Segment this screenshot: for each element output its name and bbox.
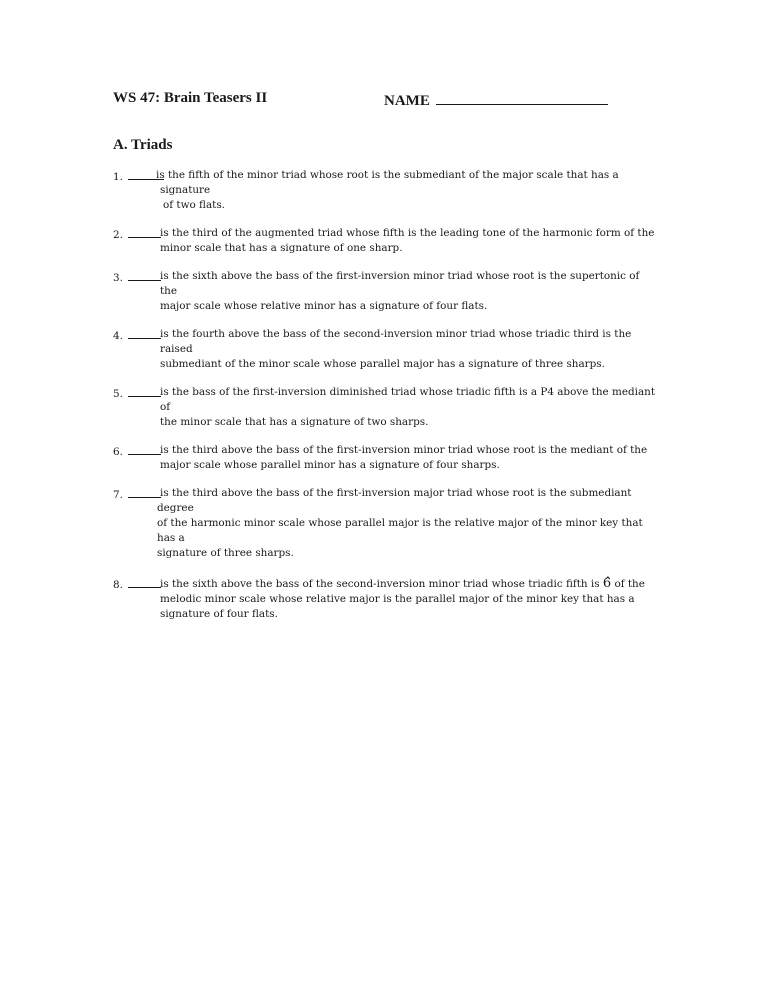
question-text: is the third above the bass of the first-inversion minor triad whose root is the mediant of the bbox=[160, 444, 648, 456]
question-text: of the bbox=[611, 578, 645, 590]
question-7 bbox=[113, 486, 658, 561]
question-list bbox=[113, 168, 658, 635]
question-3 bbox=[113, 269, 658, 314]
question-text-cont: the minor scale that has a signature of two sharps. bbox=[160, 416, 429, 428]
question-number: 4. bbox=[113, 330, 123, 342]
name-blank-line bbox=[436, 90, 608, 105]
answer-blank bbox=[128, 486, 161, 498]
question-text: is the sixth above the bass of the first-inversion minor triad whose root is the supertonic of the bbox=[160, 270, 640, 297]
question-text: is the third above the bass of the first-inversion major triad whose root is the submediant degree bbox=[157, 487, 632, 514]
question-8 bbox=[113, 576, 658, 622]
question-number: 8. bbox=[113, 579, 123, 591]
answer-blank bbox=[128, 168, 164, 180]
question-text: is the sixth above the bass of the second-inversion minor triad whose triadic fifth is bbox=[160, 578, 600, 590]
answer-blank bbox=[128, 269, 161, 281]
question-text: is the fourth above the bass of the second-inversion minor triad whose triadic third is the raised bbox=[160, 328, 632, 355]
question-text-cont: submediant of the minor scale whose parallel major has a signature of three sharps. bbox=[160, 358, 605, 370]
question-number: 1. bbox=[113, 171, 123, 183]
name-field bbox=[384, 90, 608, 110]
question-text-cont: signature of three sharps. bbox=[157, 547, 294, 559]
question-1 bbox=[113, 168, 658, 213]
question-text-cont: major scale whose relative minor has a signature of four flats. bbox=[160, 300, 488, 312]
answer-blank bbox=[128, 226, 161, 238]
question-2 bbox=[113, 226, 658, 256]
question-5 bbox=[113, 385, 658, 430]
question-number: 3. bbox=[113, 272, 123, 284]
question-text: is the fifth of the minor triad whose root is the submediant of the major scale that has a signature bbox=[156, 169, 619, 196]
answer-blank bbox=[128, 443, 161, 455]
question-text-cont: of two flats. bbox=[163, 199, 225, 211]
question-text-cont: melodic minor scale whose relative major is the parallel major of the minor key that has a bbox=[160, 593, 635, 605]
question-4 bbox=[113, 327, 658, 372]
question-number: 5. bbox=[113, 388, 123, 400]
worksheet-title: WS 47: Brain Teasers II bbox=[113, 90, 268, 106]
question-6 bbox=[113, 443, 658, 473]
name-label: NAME bbox=[384, 93, 430, 109]
answer-blank bbox=[128, 576, 161, 588]
scale-degree-symbol: 6̂ bbox=[602, 576, 612, 591]
question-text: is the third of the augmented triad whose fifth is the leading tone of the harmonic form of the bbox=[160, 227, 655, 239]
answer-blank bbox=[128, 385, 161, 397]
question-text-cont: signature of four flats. bbox=[160, 608, 278, 620]
section-heading: A. Triads bbox=[113, 137, 173, 153]
question-number: 7. bbox=[113, 489, 123, 501]
question-text: is the bass of the first-inversion diminished triad whose triadic fifth is a P4 above the mediant of bbox=[160, 386, 656, 413]
question-number: 2. bbox=[113, 229, 123, 241]
question-text-cont: major scale whose parallel minor has a signature of four sharps. bbox=[160, 459, 500, 471]
question-text-cont: minor scale that has a signature of one sharp. bbox=[160, 242, 403, 254]
question-text-cont: of the harmonic minor scale whose parallel major is the relative major of the minor key that has a bbox=[157, 517, 643, 544]
question-number: 6. bbox=[113, 446, 123, 458]
answer-blank bbox=[128, 327, 161, 339]
